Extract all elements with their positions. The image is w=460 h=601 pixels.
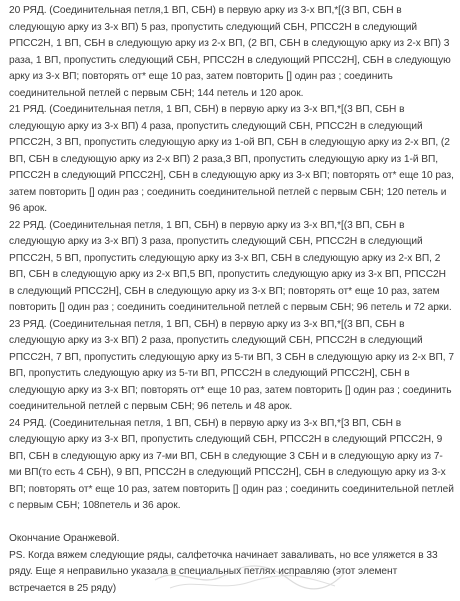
row-22-text: 22 РЯД. (Соединительная петля, 1 ВП, СБН) в первую арку из 3-х ВП,*[(3 ВП, СБН в следующую арку из 3-х ВП) 3 раза, пропустить следующий СБН, РПСС2Н в следующий РПСС2Н, 5 ВП, пропустить следующую арку из 3-х ВП, СБН в следующую арку из 2-х ВП, 2 ВП, СБН в следующую арку из 2-х ВП,5 ВП, пропустить следующую арку из 3-х ВП, РПСС2Н в следующий РПСС2Н], СБН в следующую арку из 3-х ВП; повторять от* еще 10 раз, затем повторить [] один раз ; соединить соединительной петлей с первым СБН; 96 петель и 72 арки. bbox=[9, 219, 452, 313]
row-24-text: 24 РЯД. (Соединительная петля, 1 ВП, СБН) в первую арку из 3-х ВП,*[3 ВП, СБН в следующую арку из 3-х ВП, пропустить следующий СБН, РПСС2Н в следующий РПСС2Н, 9 ВП, СБН в следующую арку из 7-ми ВП, СБН в следующие 3 СБН и в следующую арку из 7-ми ВП(то есть 4 СБН), 9 ВП, РПСС2Н в следующий РПСС2Н], СБН в следующую арку из 3-х ВП; повторять от* еще 10 раз, затем повторить [] один раз ; соединить соединительной петлей с первым СБН; 108петель и 36 арок. bbox=[9, 417, 454, 511]
row-21-text: 21 РЯД. (Соединительная петля, 1 ВП, СБН) в первую арку из 3-х ВП,*[(3 ВП, СБН в следующую арку из 3-х ВП) 4 раза, пропустить следующий СБН, РПСС2Н в следующий РПСС2Н, 3 ВП, пропустить следующую арку из 1-ой ВП, СБН в следующую арку из 2-х ВП, (2 ВП, СБН в следующую арку из 2-х ВП) 2 раза,3 ВП, пропустить следующую арку из 1-й ВП, РПСС2Н в следующий РПСС2Н], СБН в следующую арку из 3-х ВП; повторять от* еще 10 раз, затем повторить [] один раз ; соединить соединительной петлей с первым СБН; 120 петель и 96 арок. bbox=[9, 104, 454, 214]
row-20-text: 20 РЯД. (Соединительная петля,1 ВП, СБН) в первую арку из 3-х ВП,*[(3 ВП, СБН в следующую арку из 3-х ВП) 5 раз, пропустить следующий СБН, РПСС2Н в следующий РПСС2Н, 1 ВП, СБН в следующую арку из 2-х ВП, (2 ВП, СБН в следующую арку из 2-х ВП) 3 раза, 1 ВП, пропустить следующий СБН, РПСС2Н в следующий РПСС2Н], СБН в следующую арку из 3-х ВП; повторять от* еще 10 раз, затем повторить [] один раз ; соединить соединительной петлей с первым СБН; 144 петель и 120 арок. bbox=[9, 5, 451, 99]
ps-text: PS. Когда вяжем следующие ряды, салфеточка начинает заваливать, но все уляжется в 33 ряду. Еще я неправильно указала в специальных петлях исправляю (этот элемент встречается в 25 ряду) bbox=[9, 549, 438, 594]
ending-text: Окончание Оранжевой. bbox=[9, 533, 120, 544]
row-23-text: 23 РЯД. (Соединительная петля, 1 ВП, СБН) в первую арку из 3-х ВП,*[(3 ВП, СБН в следующую арку из 3-х ВП) 2 раза, пропустить следующий СБН, РПСС2Н в следующий РПСС2Н, 7 ВП, пропустить следующую арку из 5-ти ВП, 3 СБН в следующую арку из 2-х ВП, 7 ВП, пропустить следующую арку из 5-ти ВП, РПСС2Н в следующий РПСС2Н], СБН в следующую арку из 3-х ВП; повторять от* еще 10 раз, затем повторить [] один раз ; соединить соединительной петлей с первым СБН; 96 петель и 48 арок. bbox=[9, 318, 454, 412]
